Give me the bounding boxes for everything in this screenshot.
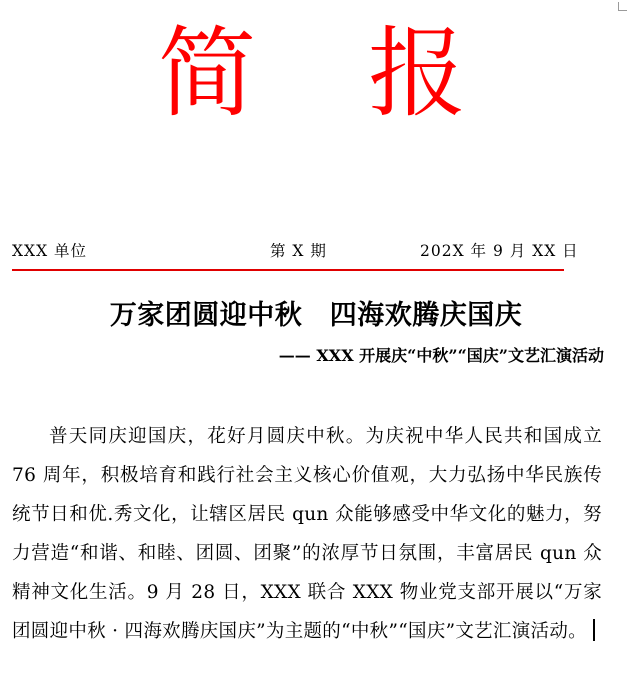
text-cursor xyxy=(593,619,595,641)
body-paragraph-text: 普天同庆迎国庆，花好月圆庆中秋。为庆祝中华人民共和国成立 76 周年，积极培育和践行社会主义核心价值观，大力弘扬中华民族传统节日和优.秀文化，让辖区居民 qun 众能够感受中华文化的魅力，努力营造“和谐、和睦、团圆、团聚”的浓厚节日氛围，丰富居民 qun 众精神文化生活。9 月 28 日，XXX 联合 XXX 物业党支部开展以“万家团圆迎中秋 · 四海欢腾庆国庆”为主题的“中秋”“国庆”文艺汇演活动。 xyxy=(12,426,602,642)
issuing-unit: XXX 单位 xyxy=(12,242,88,260)
masthead-title-char: 简 xyxy=(158,17,257,131)
issue-date: 202X 年 9 月 XX 日 xyxy=(420,242,579,260)
body-paragraph[interactable] xyxy=(12,417,602,651)
page-corner-mark xyxy=(618,2,627,11)
article-title: 万家团圆迎中秋 四海欢腾庆国庆 xyxy=(109,300,523,331)
article-body[interactable] xyxy=(12,417,602,651)
masthead xyxy=(0,14,632,134)
issue-info-row xyxy=(0,238,632,264)
masthead-title-char: 报 xyxy=(368,17,467,131)
masthead-divider xyxy=(12,269,564,271)
issue-number: 第 X 期 xyxy=(270,242,327,260)
article-subtitle: —— XXX 开展庆“中秋”“国庆”文艺汇演活动 xyxy=(278,346,604,365)
